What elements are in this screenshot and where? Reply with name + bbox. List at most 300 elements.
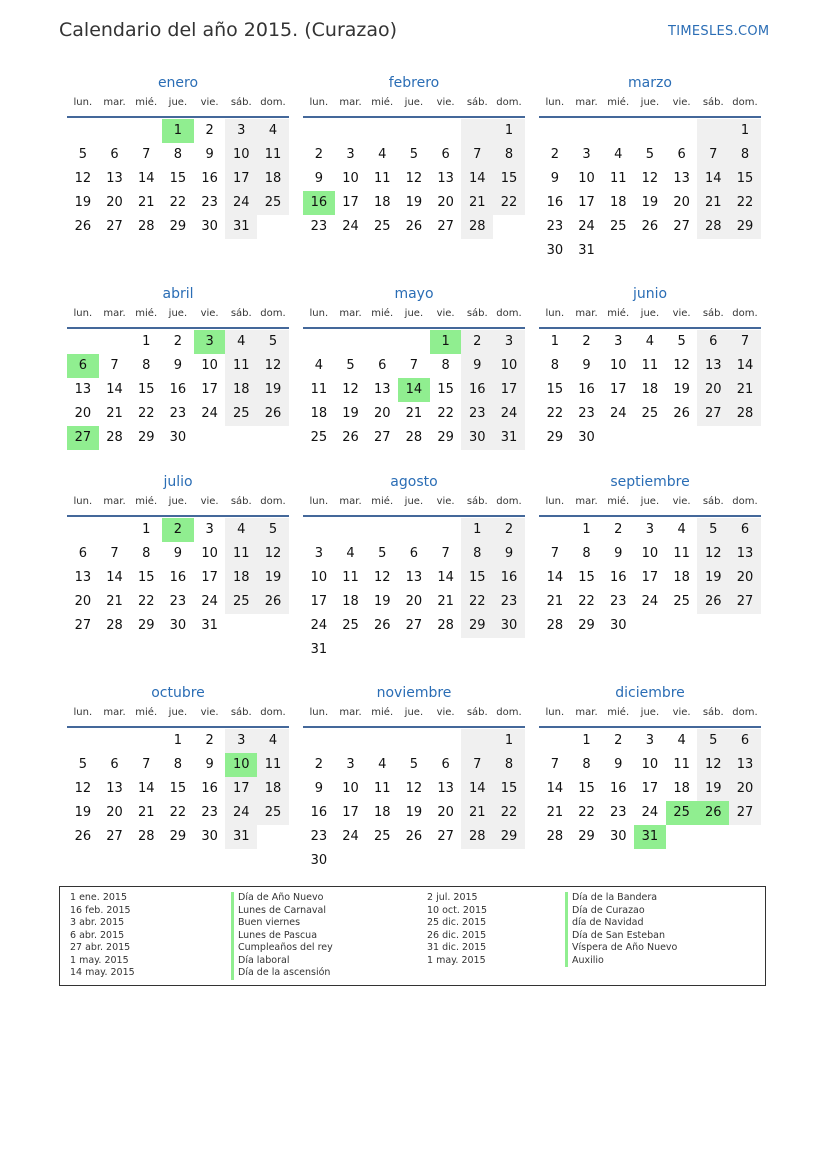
day-cell[interactable]: 30	[201, 219, 218, 234]
day-cell[interactable]: 16	[493, 566, 525, 590]
day-cell[interactable]: 14	[697, 167, 729, 191]
day-cell[interactable]: 9	[205, 147, 214, 162]
day-cell[interactable]: 15	[169, 171, 187, 186]
day-cell[interactable]: 22	[546, 406, 564, 421]
day-cell[interactable]: 25	[673, 594, 690, 609]
day-cell[interactable]: 26	[74, 219, 92, 234]
day-cell[interactable]: 27	[405, 618, 423, 633]
day-cell[interactable]: 19	[373, 594, 391, 609]
day-cell[interactable]: 16	[578, 382, 595, 397]
day-cell[interactable]: 16	[201, 781, 218, 796]
day-cell[interactable]: 15	[546, 382, 564, 397]
day-cell[interactable]: 22	[137, 406, 155, 421]
day-cell[interactable]: 21	[405, 406, 423, 421]
day-cell[interactable]: 21	[546, 594, 564, 609]
day-cell[interactable]: 18	[373, 805, 391, 820]
day-cell[interactable]: 27	[697, 402, 729, 426]
day-cell[interactable]: 24	[578, 219, 595, 234]
day-cell[interactable]: 1	[142, 334, 151, 349]
day-cell[interactable]: 17	[578, 195, 595, 210]
day-cell[interactable]: 16	[201, 171, 218, 186]
day-cell[interactable]: 26	[405, 219, 423, 234]
holiday-day-cell[interactable]: 16	[303, 191, 335, 215]
day-cell[interactable]: 22	[578, 594, 595, 609]
day-cell[interactable]: 14	[461, 167, 493, 191]
day-cell[interactable]: 23	[609, 594, 627, 609]
day-cell[interactable]: 1	[461, 518, 493, 542]
day-cell[interactable]: 6	[441, 147, 450, 162]
day-cell[interactable]: 27	[729, 590, 761, 614]
day-cell[interactable]: 11	[641, 358, 659, 373]
day-cell[interactable]: 14	[461, 777, 493, 801]
day-cell[interactable]: 6	[110, 757, 119, 772]
day-cell[interactable]: 19	[405, 805, 423, 820]
day-cell[interactable]: 24	[201, 594, 218, 609]
day-cell[interactable]: 28	[137, 829, 155, 844]
day-cell[interactable]: 22	[169, 805, 187, 820]
day-cell[interactable]: 11	[257, 753, 289, 777]
day-cell[interactable]: 7	[441, 546, 450, 561]
day-cell[interactable]: 13	[74, 382, 92, 397]
day-cell[interactable]: 28	[106, 430, 123, 445]
day-cell[interactable]: 15	[169, 781, 187, 796]
day-cell[interactable]: 5	[697, 518, 729, 542]
day-cell[interactable]: 18	[673, 570, 690, 585]
day-cell[interactable]: 5	[257, 330, 289, 354]
day-cell[interactable]: 25	[373, 219, 391, 234]
day-cell[interactable]: 8	[142, 546, 151, 561]
day-cell[interactable]: 28	[137, 219, 155, 234]
day-cell[interactable]: 26	[673, 406, 690, 421]
day-cell[interactable]: 13	[74, 570, 92, 585]
day-cell[interactable]: 18	[257, 777, 289, 801]
day-cell[interactable]: 6	[677, 147, 686, 162]
day-cell[interactable]: 7	[110, 358, 119, 373]
day-cell[interactable]: 21	[461, 191, 493, 215]
day-cell[interactable]: 8	[173, 757, 183, 772]
day-cell[interactable]: 12	[74, 781, 92, 796]
day-cell[interactable]: 24	[225, 191, 257, 215]
day-cell[interactable]: 13	[729, 542, 761, 566]
day-cell[interactable]: 4	[378, 147, 387, 162]
day-cell[interactable]: 11	[673, 757, 690, 772]
day-cell[interactable]: 23	[609, 805, 627, 820]
day-cell[interactable]: 24	[342, 219, 359, 234]
day-cell[interactable]: 29	[137, 618, 155, 633]
day-cell[interactable]: 4	[614, 147, 623, 162]
day-cell[interactable]: 11	[342, 570, 359, 585]
day-cell[interactable]: 15	[437, 382, 454, 397]
day-cell[interactable]: 3	[314, 546, 323, 561]
day-cell[interactable]: 21	[697, 191, 729, 215]
day-cell[interactable]: 12	[641, 171, 659, 186]
day-cell[interactable]: 20	[106, 195, 123, 210]
day-cell[interactable]: 19	[257, 378, 289, 402]
day-cell[interactable]: 1	[493, 729, 525, 753]
day-cell[interactable]: 5	[697, 729, 729, 753]
day-cell[interactable]: 9	[614, 546, 623, 561]
day-cell[interactable]: 13	[106, 171, 123, 186]
day-cell[interactable]: 3	[346, 757, 355, 772]
day-cell[interactable]: 3	[205, 522, 214, 537]
day-cell[interactable]: 31	[578, 243, 595, 258]
day-cell[interactable]: 29	[169, 219, 187, 234]
day-cell[interactable]: 20	[437, 195, 454, 210]
day-cell[interactable]: 18	[225, 566, 257, 590]
day-cell[interactable]: 23	[461, 402, 493, 426]
day-cell[interactable]: 6	[729, 518, 761, 542]
day-cell[interactable]: 23	[169, 406, 187, 421]
day-cell[interactable]: 9	[614, 757, 623, 772]
day-cell[interactable]: 21	[437, 594, 454, 609]
day-cell[interactable]: 21	[106, 594, 123, 609]
day-cell[interactable]: 5	[409, 757, 419, 772]
day-cell[interactable]: 23	[310, 829, 328, 844]
day-cell[interactable]: 28	[546, 618, 564, 633]
day-cell[interactable]: 23	[310, 219, 328, 234]
day-cell[interactable]: 15	[137, 570, 155, 585]
day-cell[interactable]: 21	[546, 805, 564, 820]
day-cell[interactable]: 14	[546, 570, 564, 585]
holiday-day-cell[interactable]: 2	[162, 518, 194, 542]
day-cell[interactable]: 16	[546, 195, 564, 210]
day-cell[interactable]: 4	[257, 729, 289, 753]
day-cell[interactable]: 19	[405, 195, 423, 210]
day-cell[interactable]: 22	[729, 191, 761, 215]
day-cell[interactable]: 2	[205, 123, 214, 138]
day-cell[interactable]: 29	[493, 825, 525, 849]
day-cell[interactable]: 2	[550, 147, 559, 162]
day-cell[interactable]: 20	[697, 378, 729, 402]
day-cell[interactable]: 12	[373, 570, 391, 585]
day-cell[interactable]: 23	[578, 406, 595, 421]
day-cell[interactable]: 10	[641, 757, 659, 772]
day-cell[interactable]: 21	[137, 805, 155, 820]
day-cell[interactable]: 18	[257, 167, 289, 191]
day-cell[interactable]: 24	[310, 618, 328, 633]
day-cell[interactable]: 29	[461, 614, 493, 638]
day-cell[interactable]: 6	[409, 546, 419, 561]
day-cell[interactable]: 17	[225, 777, 257, 801]
day-cell[interactable]: 21	[106, 406, 123, 421]
day-cell[interactable]: 11	[373, 171, 391, 186]
day-cell[interactable]: 3	[493, 330, 525, 354]
day-cell[interactable]: 11	[310, 382, 328, 397]
day-cell[interactable]: 2	[461, 330, 493, 354]
day-cell[interactable]: 15	[493, 167, 525, 191]
holiday-day-cell[interactable]: 1	[162, 119, 194, 143]
day-cell[interactable]: 20	[729, 777, 761, 801]
day-cell[interactable]: 18	[641, 382, 659, 397]
day-cell[interactable]: 5	[346, 358, 355, 373]
day-cell[interactable]: 5	[378, 546, 387, 561]
day-cell[interactable]: 3	[346, 147, 355, 162]
day-cell[interactable]: 25	[641, 406, 659, 421]
day-cell[interactable]: 12	[257, 542, 289, 566]
day-cell[interactable]: 10	[342, 171, 359, 186]
day-cell[interactable]: 2	[205, 733, 214, 748]
day-cell[interactable]: 9	[582, 358, 591, 373]
day-cell[interactable]: 13	[437, 171, 454, 186]
day-cell[interactable]: 31	[225, 215, 257, 239]
day-cell[interactable]: 30	[169, 430, 187, 445]
holiday-day-cell[interactable]: 25	[666, 801, 698, 825]
day-cell[interactable]: 16	[169, 382, 187, 397]
day-cell[interactable]: 3	[582, 147, 591, 162]
day-cell[interactable]: 13	[373, 382, 391, 397]
day-cell[interactable]: 28	[729, 402, 761, 426]
day-cell[interactable]: 30	[310, 853, 328, 868]
day-cell[interactable]: 17	[310, 594, 328, 609]
day-cell[interactable]: 14	[137, 781, 155, 796]
day-cell[interactable]: 10	[641, 546, 659, 561]
day-cell[interactable]: 6	[729, 729, 761, 753]
day-cell[interactable]: 25	[257, 801, 289, 825]
day-cell[interactable]: 28	[405, 430, 423, 445]
day-cell[interactable]: 24	[225, 801, 257, 825]
holiday-day-cell[interactable]: 31	[634, 825, 666, 849]
day-cell[interactable]: 29	[729, 215, 761, 239]
holiday-day-cell[interactable]: 10	[225, 753, 257, 777]
day-cell[interactable]: 25	[609, 219, 627, 234]
day-cell[interactable]: 16	[609, 781, 627, 796]
day-cell[interactable]: 29	[578, 618, 595, 633]
day-cell[interactable]: 1	[582, 522, 591, 537]
day-cell[interactable]: 10	[342, 781, 359, 796]
day-cell[interactable]: 10	[310, 570, 328, 585]
day-cell[interactable]: 17	[342, 195, 359, 210]
day-cell[interactable]: 29	[437, 430, 454, 445]
day-cell[interactable]: 12	[257, 354, 289, 378]
day-cell[interactable]: 22	[169, 195, 187, 210]
day-cell[interactable]: 8	[582, 757, 591, 772]
day-cell[interactable]: 24	[493, 402, 525, 426]
day-cell[interactable]: 4	[225, 330, 257, 354]
day-cell[interactable]: 4	[346, 546, 355, 561]
day-cell[interactable]: 8	[142, 358, 151, 373]
holiday-day-cell[interactable]: 1	[430, 330, 462, 354]
day-cell[interactable]: 9	[173, 546, 183, 561]
day-cell[interactable]: 14	[106, 382, 123, 397]
day-cell[interactable]: 2	[314, 147, 323, 162]
day-cell[interactable]: 11	[257, 143, 289, 167]
day-cell[interactable]: 2	[493, 518, 525, 542]
day-cell[interactable]: 10	[578, 171, 595, 186]
day-cell[interactable]: 21	[137, 195, 155, 210]
day-cell[interactable]: 26	[342, 430, 359, 445]
day-cell[interactable]: 17	[641, 781, 659, 796]
day-cell[interactable]: 25	[342, 618, 359, 633]
day-cell[interactable]: 13	[697, 354, 729, 378]
day-cell[interactable]: 14	[437, 570, 454, 585]
day-cell[interactable]: 23	[169, 594, 187, 609]
day-cell[interactable]: 3	[225, 729, 257, 753]
day-cell[interactable]: 7	[550, 757, 559, 772]
day-cell[interactable]: 9	[205, 757, 214, 772]
day-cell[interactable]: 15	[729, 167, 761, 191]
day-cell[interactable]: 6	[78, 546, 87, 561]
day-cell[interactable]: 31	[225, 825, 257, 849]
day-cell[interactable]: 22	[437, 406, 454, 421]
day-cell[interactable]: 27	[729, 801, 761, 825]
day-cell[interactable]: 19	[74, 805, 92, 820]
day-cell[interactable]: 8	[441, 358, 450, 373]
day-cell[interactable]: 3	[614, 334, 623, 349]
day-cell[interactable]: 9	[493, 542, 525, 566]
day-cell[interactable]: 28	[546, 829, 564, 844]
day-cell[interactable]: 15	[578, 781, 595, 796]
day-cell[interactable]: 27	[673, 219, 690, 234]
day-cell[interactable]: 24	[609, 406, 627, 421]
day-cell[interactable]: 9	[314, 781, 323, 796]
day-cell[interactable]: 24	[201, 406, 218, 421]
day-cell[interactable]: 25	[373, 829, 391, 844]
day-cell[interactable]: 30	[578, 430, 595, 445]
day-cell[interactable]: 19	[697, 777, 729, 801]
day-cell[interactable]: 31	[201, 618, 218, 633]
day-cell[interactable]: 13	[106, 781, 123, 796]
day-cell[interactable]: 9	[461, 354, 493, 378]
day-cell[interactable]: 7	[142, 147, 151, 162]
day-cell[interactable]: 17	[609, 382, 627, 397]
day-cell[interactable]: 24	[641, 594, 659, 609]
day-cell[interactable]: 26	[697, 590, 729, 614]
day-cell[interactable]: 7	[461, 143, 493, 167]
day-cell[interactable]: 1	[493, 119, 525, 143]
day-cell[interactable]: 4	[677, 733, 686, 748]
day-cell[interactable]: 5	[677, 334, 686, 349]
day-cell[interactable]: 5	[78, 147, 87, 162]
day-cell[interactable]: 8	[582, 546, 591, 561]
day-cell[interactable]: 10	[225, 143, 257, 167]
day-cell[interactable]: 9	[550, 171, 559, 186]
day-cell[interactable]: 7	[697, 143, 729, 167]
day-cell[interactable]: 30	[609, 829, 627, 844]
day-cell[interactable]: 6	[441, 757, 450, 772]
day-cell[interactable]: 24	[641, 805, 659, 820]
day-cell[interactable]: 22	[493, 191, 525, 215]
day-cell[interactable]: 8	[173, 147, 183, 162]
day-cell[interactable]: 11	[609, 171, 627, 186]
day-cell[interactable]: 2	[614, 733, 623, 748]
day-cell[interactable]: 10	[493, 354, 525, 378]
day-cell[interactable]: 20	[74, 594, 92, 609]
day-cell[interactable]: 15	[578, 570, 595, 585]
day-cell[interactable]: 8	[729, 143, 761, 167]
day-cell[interactable]: 14	[729, 354, 761, 378]
day-cell[interactable]: 18	[673, 781, 690, 796]
day-cell[interactable]: 25	[310, 430, 328, 445]
day-cell[interactable]: 12	[697, 753, 729, 777]
day-cell[interactable]: 28	[697, 215, 729, 239]
day-cell[interactable]: 23	[493, 590, 525, 614]
day-cell[interactable]: 1	[550, 334, 559, 349]
day-cell[interactable]: 7	[110, 546, 119, 561]
day-cell[interactable]: 27	[437, 829, 454, 844]
day-cell[interactable]: 16	[609, 570, 627, 585]
day-cell[interactable]: 22	[493, 801, 525, 825]
day-cell[interactable]: 18	[310, 406, 328, 421]
day-cell[interactable]: 1	[142, 522, 151, 537]
day-cell[interactable]: 20	[437, 805, 454, 820]
day-cell[interactable]: 13	[729, 753, 761, 777]
day-cell[interactable]: 2	[173, 334, 183, 349]
day-cell[interactable]: 18	[342, 594, 359, 609]
day-cell[interactable]: 13	[673, 171, 690, 186]
day-cell[interactable]: 26	[641, 219, 659, 234]
day-cell[interactable]: 7	[461, 753, 493, 777]
day-cell[interactable]: 2	[314, 757, 323, 772]
day-cell[interactable]: 4	[314, 358, 323, 373]
day-cell[interactable]: 8	[493, 753, 525, 777]
day-cell[interactable]: 8	[550, 358, 559, 373]
day-cell[interactable]: 16	[169, 570, 187, 585]
day-cell[interactable]: 30	[609, 618, 627, 633]
day-cell[interactable]: 21	[461, 801, 493, 825]
day-cell[interactable]: 28	[106, 618, 123, 633]
day-cell[interactable]: 27	[106, 829, 123, 844]
day-cell[interactable]: 25	[257, 191, 289, 215]
day-cell[interactable]: 21	[729, 378, 761, 402]
day-cell[interactable]: 12	[405, 171, 423, 186]
day-cell[interactable]: 1	[729, 119, 761, 143]
day-cell[interactable]: 8	[493, 143, 525, 167]
day-cell[interactable]: 31	[493, 426, 525, 450]
day-cell[interactable]: 27	[106, 219, 123, 234]
day-cell[interactable]: 20	[729, 566, 761, 590]
day-cell[interactable]: 11	[225, 542, 257, 566]
day-cell[interactable]: 16	[310, 805, 328, 820]
day-cell[interactable]: 6	[110, 147, 119, 162]
brand-link[interactable]: TIMESLES.COM	[668, 24, 770, 39]
holiday-day-cell[interactable]: 6	[67, 354, 99, 378]
day-cell[interactable]: 6	[378, 358, 387, 373]
holiday-day-cell[interactable]: 26	[697, 801, 729, 825]
day-cell[interactable]: 12	[673, 358, 690, 373]
day-cell[interactable]: 14	[106, 570, 123, 585]
day-cell[interactable]: 8	[461, 542, 493, 566]
day-cell[interactable]: 11	[673, 546, 690, 561]
day-cell[interactable]: 19	[257, 566, 289, 590]
day-cell[interactable]: 7	[142, 757, 151, 772]
day-cell[interactable]: 23	[201, 195, 218, 210]
day-cell[interactable]: 20	[405, 594, 423, 609]
day-cell[interactable]: 27	[74, 618, 92, 633]
day-cell[interactable]: 10	[609, 358, 627, 373]
day-cell[interactable]: 5	[409, 147, 419, 162]
day-cell[interactable]: 17	[201, 382, 218, 397]
day-cell[interactable]: 27	[437, 219, 454, 234]
day-cell[interactable]: 12	[74, 171, 92, 186]
day-cell[interactable]: 12	[342, 382, 359, 397]
day-cell[interactable]: 26	[405, 829, 423, 844]
day-cell[interactable]: 15	[493, 777, 525, 801]
day-cell[interactable]: 12	[405, 781, 423, 796]
day-cell[interactable]: 17	[641, 570, 659, 585]
day-cell[interactable]: 20	[673, 195, 690, 210]
day-cell[interactable]: 19	[673, 382, 690, 397]
day-cell[interactable]: 22	[578, 805, 595, 820]
day-cell[interactable]: 20	[106, 805, 123, 820]
day-cell[interactable]: 14	[137, 171, 155, 186]
day-cell[interactable]: 11	[373, 781, 391, 796]
holiday-day-cell[interactable]: 27	[67, 426, 99, 450]
day-cell[interactable]: 19	[342, 406, 359, 421]
day-cell[interactable]: 30	[201, 829, 218, 844]
day-cell[interactable]: 20	[373, 406, 391, 421]
day-cell[interactable]: 4	[225, 518, 257, 542]
day-cell[interactable]: 20	[74, 406, 92, 421]
